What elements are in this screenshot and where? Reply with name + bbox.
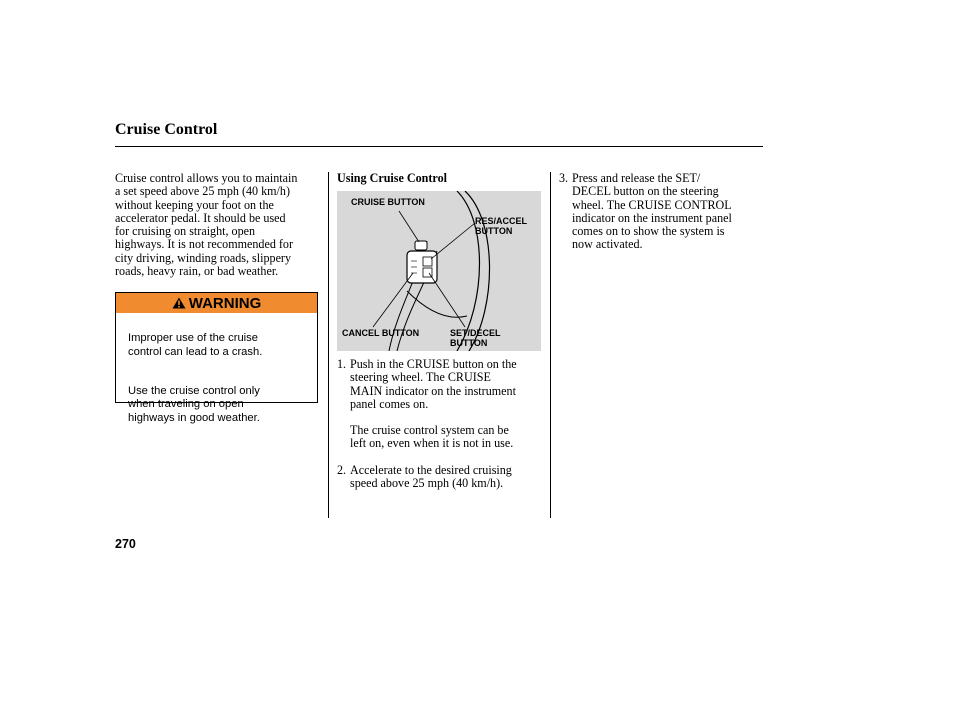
res-accel-button-label: RES/ACCEL BUTTON: [475, 216, 528, 236]
warning-label: WARNING: [188, 294, 262, 312]
column-divider-left: [328, 172, 329, 518]
page-title: Cruise Control: [115, 121, 218, 138]
steps-3: [559, 172, 759, 252]
using-column: [337, 172, 543, 185]
step-3-number: 3.: [559, 171, 569, 185]
warning-header: [116, 293, 317, 313]
step-1-paragraph-2: The cruise control system can be left on, even when it is not in use.: [350, 423, 514, 451]
step-1-paragraph-1: Push in the CRUISE button on the steering wheel. The CRUISE MAIN indicator on the instrument panel comes on.: [350, 357, 517, 411]
steps-1-2: [337, 358, 543, 490]
intro-column: [115, 172, 325, 278]
title-rule: [115, 146, 763, 147]
step-3-paragraph-1: Press and release the SET/ DECEL button on the steering wheel. The CRUISE CONTROL indicator on the instrument panel comes on to show the system is now activated.: [572, 171, 732, 252]
warning-box: [115, 292, 318, 424]
warning-triangle-icon: [172, 297, 186, 309]
warning-text: [116, 313, 317, 438]
step-2-number: 2.: [337, 462, 347, 477]
intro-paragraph: Cruise control allows you to maintain a set speed above 25 mph (40 km/h) without keeping your foot on the accelerator pedal. It should be used for cruising on straight, open highways. It is not recommended for city driving, winding roads, slippery roads, heavy rain, or bad weather.: [115, 171, 298, 279]
cruise-button-label: CRUISE BUTTON: [351, 197, 425, 207]
page-number: 270: [115, 537, 136, 551]
step-1-number: 1.: [337, 357, 347, 371]
step-3: [559, 172, 759, 252]
steering-wheel-figure: [337, 191, 541, 351]
column-divider-right: [550, 172, 551, 518]
step-2-paragraph-1: Accelerate to the desired cruising speed above 25 mph (40 km/h).: [350, 462, 512, 491]
steering-wheel-illustration: [337, 191, 541, 351]
warning-paragraph-1: Improper use of the cruise control can lead to a crash.: [128, 332, 263, 358]
set-decel-button-label: SET/DECEL BUTTON: [450, 328, 501, 348]
warning-paragraph-2: Use the cruise control only when traveling on open highways in good weather.: [128, 385, 260, 424]
step-2: [337, 464, 543, 491]
using-heading: Using Cruise Control: [337, 171, 447, 185]
cancel-button-label: CANCEL BUTTON: [342, 328, 420, 338]
step-1: [337, 358, 543, 451]
